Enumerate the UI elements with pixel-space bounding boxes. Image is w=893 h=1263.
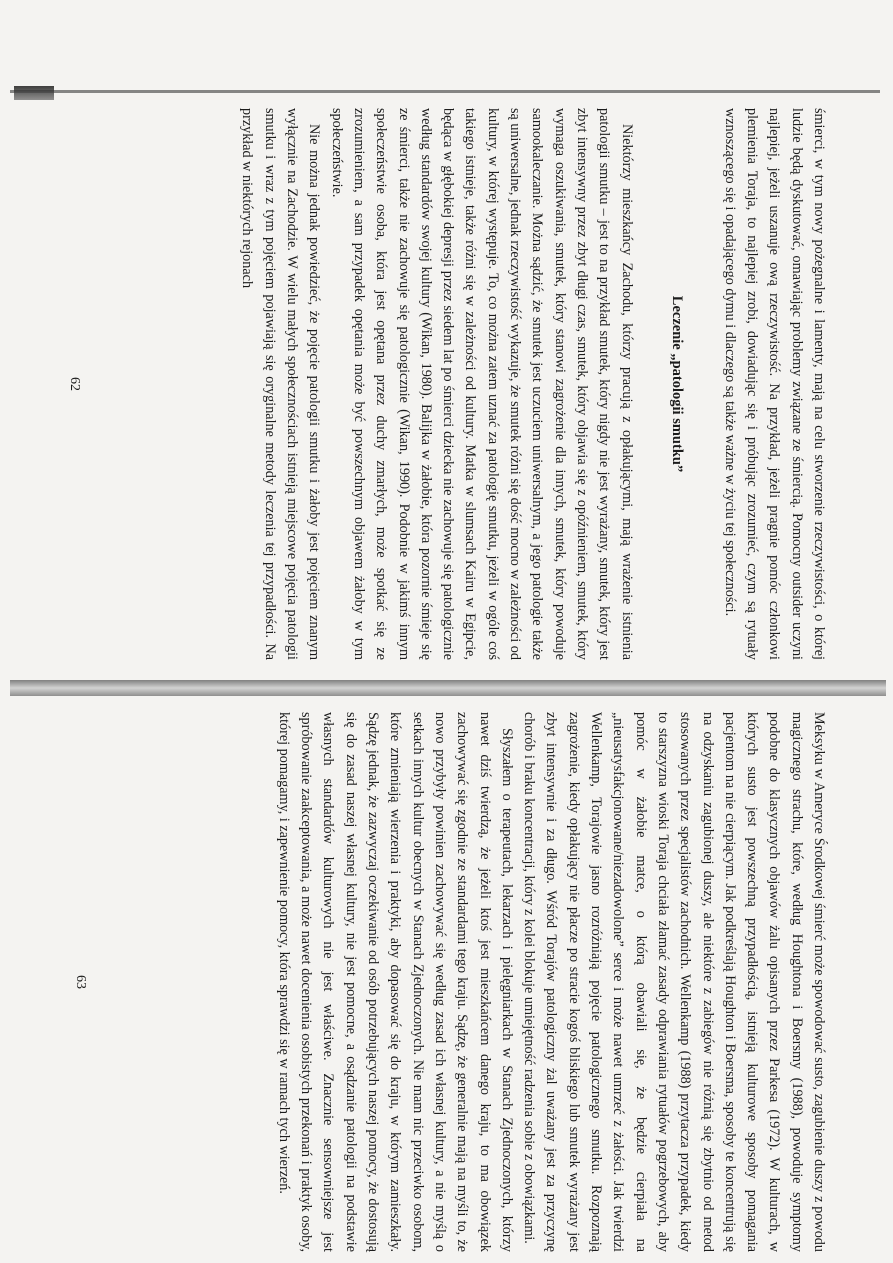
scan-edge-top [10, 90, 880, 93]
page-63-text [100, 712, 830, 1252]
paragraph: Nie można jednak powiedzieć, że pojęcie patologii smutku i żałoby jest pojęciem znanym wyłącznie na Zachodzie. W wielu małych społecznościach istnieją miejscowe pojęcia patologii smutku i wraz z tym pojęciem pojawiają się oryginalne metody leczenia tej przypadłości. Na przykład w niektórych rejonach [239, 108, 323, 660]
page-62-text [100, 108, 830, 660]
paragraph: śmierci, w tym nowy pożegnalne i lamenty, mają na celu stworzenie rzeczywistości, o której ludzie będą dyskutować, omawiając problemy związane ze śmiercią. Pomocny outsider uczyni najlepiej, jeżeli uszanuje ową rzeczywistość. Na przykład, jeżeli pragnie pomóc członkowi plemienia Toraja, to najlepiej zrobi, dowiadując się i próbując zrozumieć, czym są rytuały wznoszącego się i opadającego dymu i dlaczego są także ważne w życiu tej społeczności. [721, 108, 827, 660]
paragraph: Niektórzy mieszkańcy Zachodu, którzy pracują z opłakującymi, mają wrażenie istnienia patologii smutku – jest to na przykład smutek, który nigdy nie jest wyrażany, smutek, który jest zbyt intensywny przez zbyt długi czas, smutek, który objawia się z opóźnieniem, smutek, który wymaga oszukiwania, smutek, który stanowi zagrożenie dla innych, smutek, który powoduje samookaleczanie. Można sądzić, że smutek jest uczuciem uniwersalnym, a jego patologie także są uniwersalne, jednak rzeczywistość wykazuje, że smutek różni się dość mocno w zależności od kultury, w której występuje. To, co można zatem uznać za patologię smutku, jeżeli w ogóle coś takiego istnieje, także różni się w zależności od kultury. Matka w slumsach Kairu w Egipcie, będąca w głębokiej depresji przez siedem lat po śmierci dziecka nie zachowuje się patologicznie według standardów swojej kultury (Wikan, 1980). Balijka w żałobie, która pozornie śmieje się ze śmierci, także nie zachowuje się patologicznie (Wikan, 1990). Podobnie w jakimś innym społeczeństwie osoba, która jest opętana przez duchy zmarłych, może spotkać się ze zrozumieniem, a sam przypadek opętania może być powszechnym objawem żałoby w tym społeczeństwie. [328, 108, 635, 660]
book-fold-shadow [10, 680, 886, 696]
section-heading: Leczenie „patologii smutku” [668, 295, 685, 473]
page-63 [73, 712, 830, 1252]
paragraph: Słyszałem o terapeutach, lekarzach i pielęgniarkach w Stanach Zjednoczonych, którzy nawet dziś twierdzą, że jeżeli ktoś jest mieszkańcem danego kraju, to ma obowiązek zachowywać się zgodnie ze standardami tego kraju. Sądzę, że generalnie mają na myśli to, że nowo przybyły powinien zachowywać się według zasad ich własnej kultury, a nie myślą o setkach innych kultur obecnych w Stanach Zjednoczonych. Nie mam nic przeciwko osobom, które zmieniają wierzenia i praktyki, aby dopasować się do kraju, w którym zamieszkały. Sądzę jednak, że zazwyczaj oczekiwanie od osób potrzebujących naszej pomocy, że dostosują się do zasad naszej własnej kultury, nie jest pomocne, a osądzanie patologii na podstawie własnych standardów kulturowych nie jest właściwe. Znacznie sensowniejsze jest spróbowanie zaakceptowania, a może nawet docenienia osobistych przekonań i praktyk osoby, której pomagamy, i zapewnienie pomocy, która sprawdzi się w ramach tych wierzeń. [275, 712, 515, 1252]
paragraph: Meksyku w Ameryce Środkowej śmierć może spowodować susto, zagubienie duszy z powodu magicznego strachu, które, według Houghtona i Boersmy (1988), powoduje symptomy podobne do klasycznych objawów żalu opisanych przez Parkesa (1972). W kulturach, w których susto jest powszechną przypadłością, istnieją kulturowe sposoby pomagania pacjentom na nie cierpiącym. Jak podkreślają Houghton i Boersma, sposoby te koncentrują się na odzyskaniu zagubionej duszy, ale niektóre z zabiegów nie różnią się zbytnio od metod stosowanych przez specjalistów zachodnich. Wellenkamp (1988) przytacza przypadek, kiedy to starszyzna wioski Toraja chciała złamać zasady odprawiania rytuałów pogrzebowych, aby pomóc w żałobie matce, o którą obawiali się, że będzie cierpiała na „nieusatysfakcjonowane/niezadowolone” serce i może nawet umrzeć z żałości. Jak twierdzi Wellenkamp, Torajowie jasno rozróżniają pojęcie patologicznego smutku. Rozpoznają zagrożenie, kiedy opłakujący nie płacze po stracie kogoś bliskiego lub smutek wyrażany jest zbyt intensywnie i za długo. Wśród Torajów patologiczny żal uważany jest za przyczynę chorób i braku koncentracji, który z kolei blokuje umiejętność radzenia sobie z obowiązkami. [521, 712, 827, 1252]
page-number: 63 [73, 975, 88, 989]
page-62 [67, 108, 830, 660]
page-number: 62 [67, 377, 82, 391]
scan-corner-shadow [14, 86, 54, 100]
